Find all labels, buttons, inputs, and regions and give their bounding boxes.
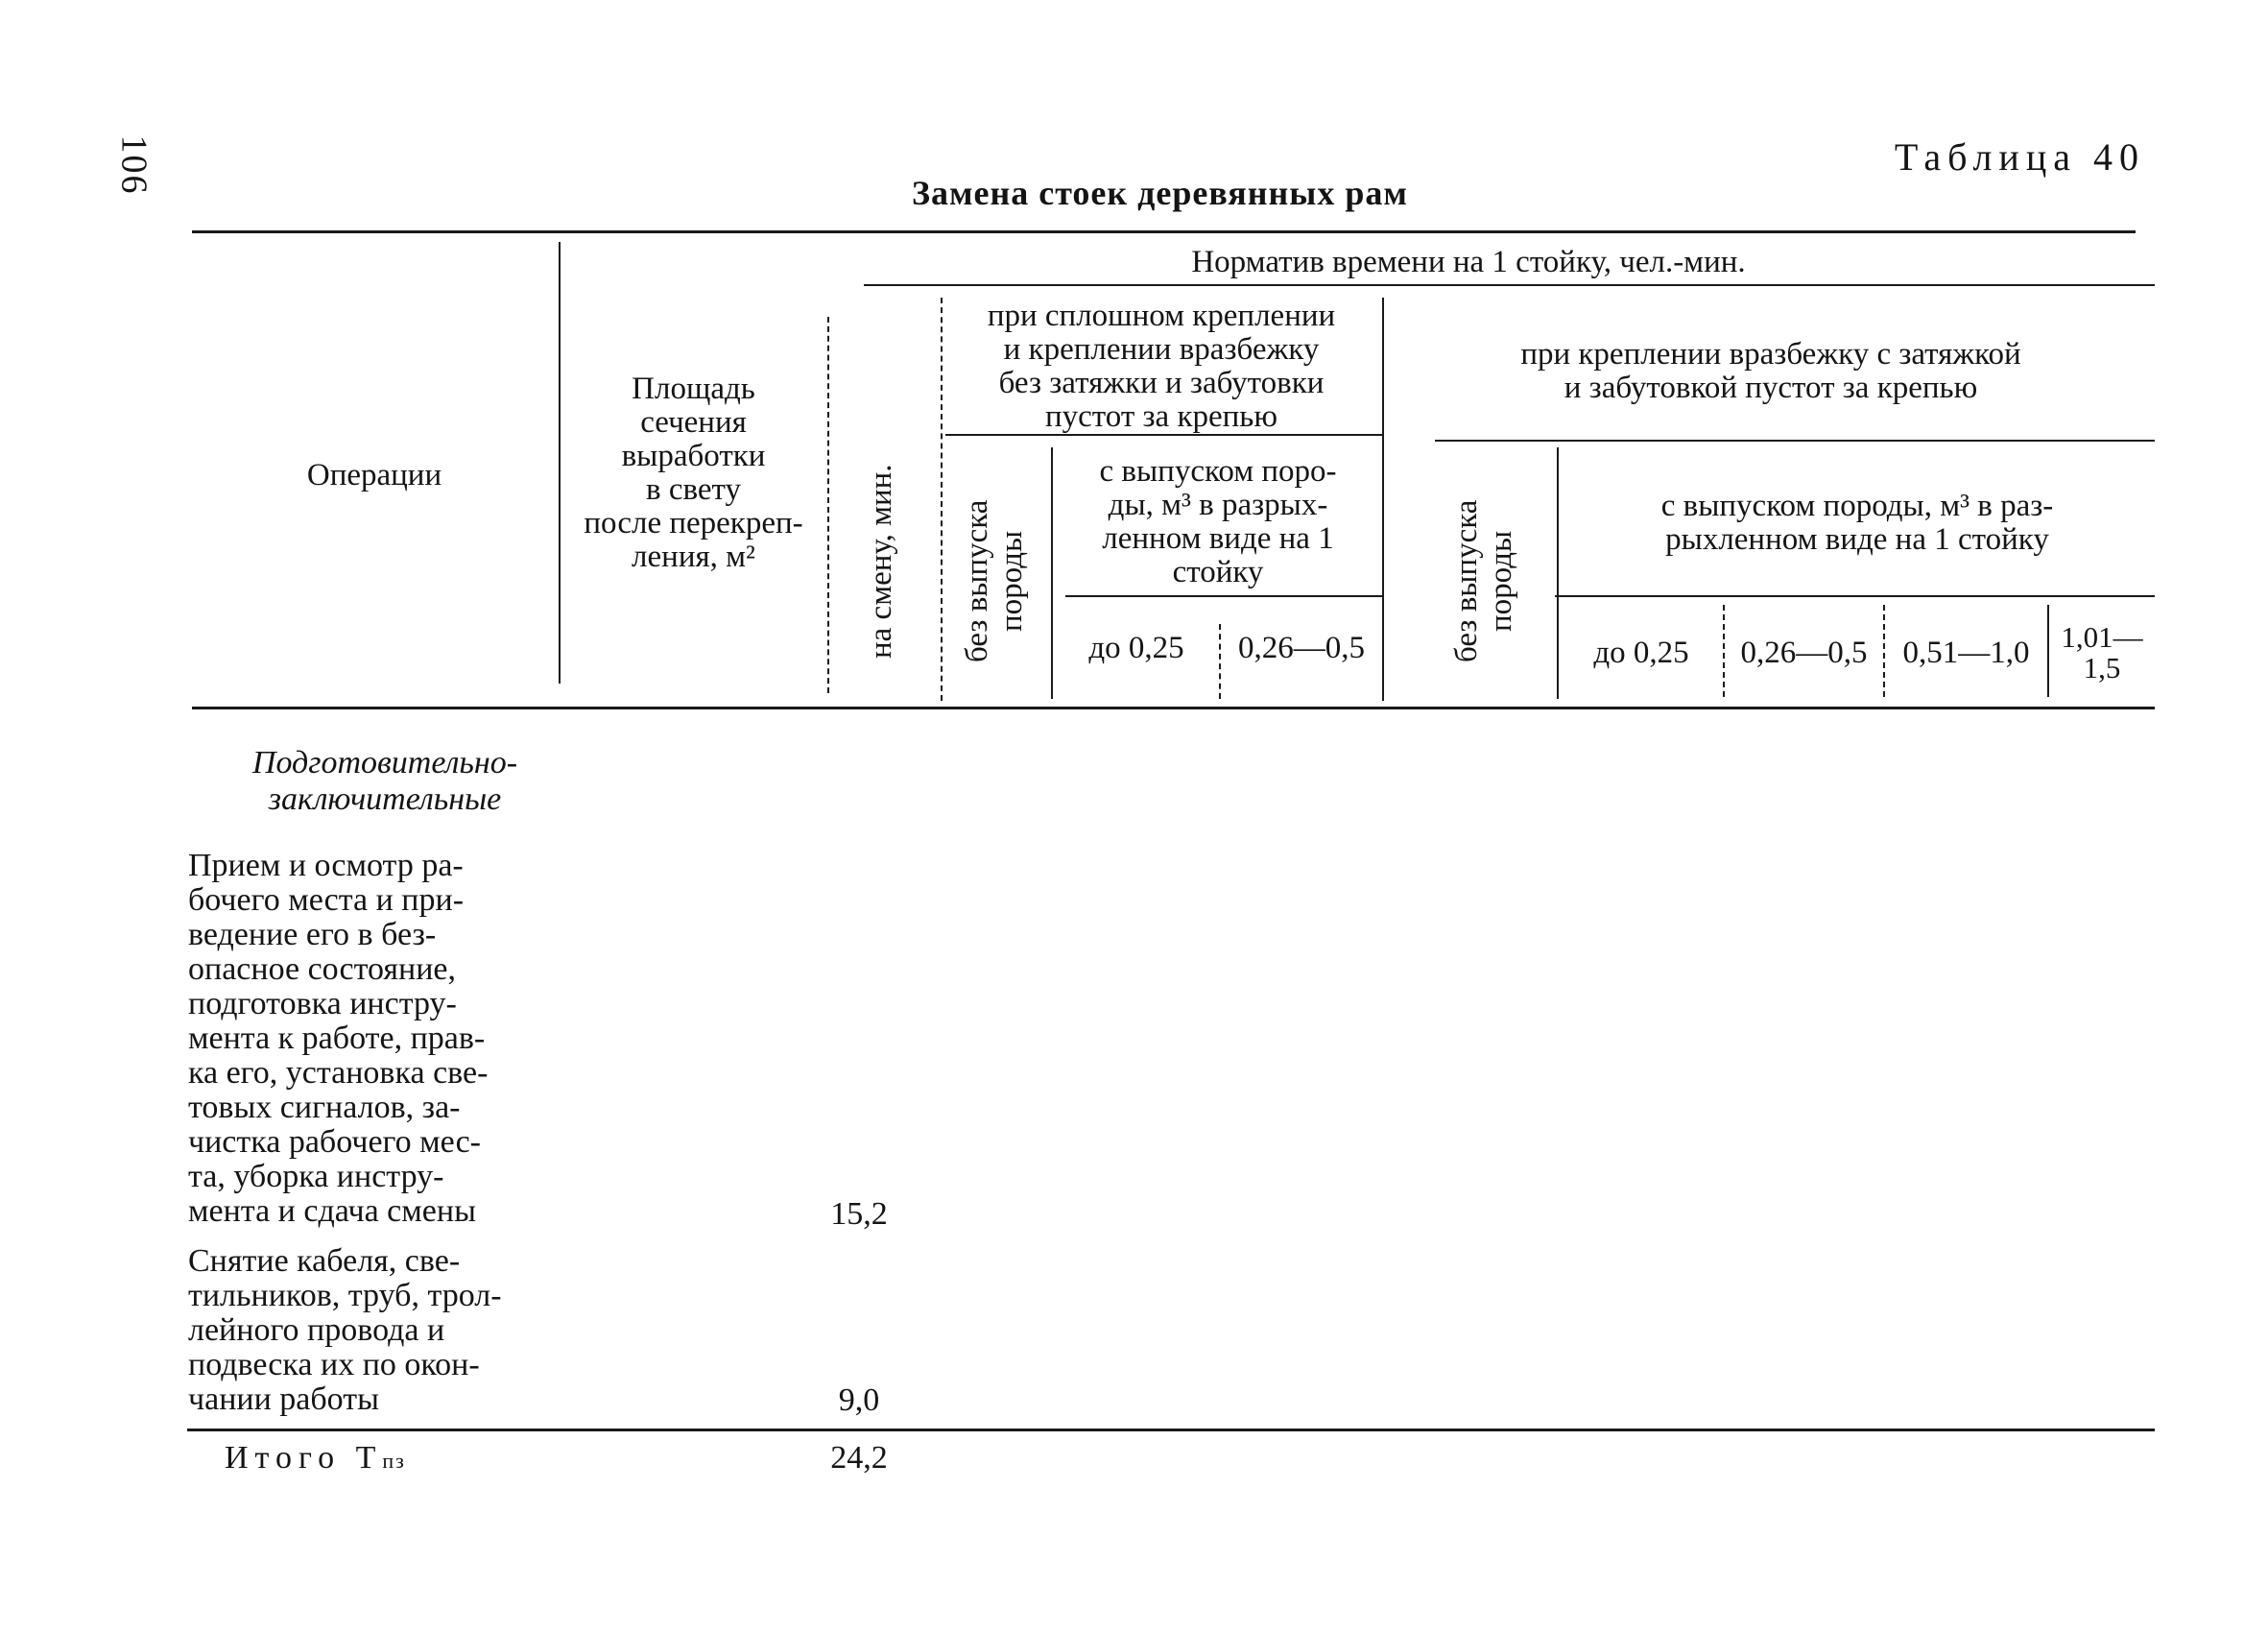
- op1-line-3: ведение его в без-: [188, 917, 437, 952]
- header-sub-a-2: 0,26—0,5: [1238, 630, 1365, 665]
- header-solid-line-4: пустот за крепью: [1044, 399, 1277, 434]
- table-label: Таблица 40: [1894, 135, 2145, 179]
- spaced-group-rule: [1435, 440, 2155, 442]
- header-sub-b-1: до 0,25: [1593, 635, 1689, 670]
- header-norm-group: Норматив времени на 1 стойку, чел.-мин.: [1191, 244, 1746, 279]
- norm-group-rule: [864, 284, 2155, 286]
- header-area-line-6: ления, м²: [632, 540, 755, 574]
- header-area-line-2: сечения: [640, 405, 747, 440]
- col-divider-area: [827, 317, 829, 693]
- header-operations: Операции: [306, 457, 442, 492]
- header-solid-line-1: при сплошном креплении: [987, 299, 1336, 333]
- header-per-shift: на смену, мин.: [864, 464, 898, 660]
- header-solid-group: [943, 300, 1380, 434]
- table-top-rule: [192, 230, 2136, 233]
- total-value: 24,2: [830, 1440, 888, 1476]
- operation-row-2: [188, 1244, 553, 1417]
- header-area-line-1: Площадь: [632, 372, 755, 406]
- sub-a-rule: [1065, 595, 1382, 597]
- sub-b-rule: [1555, 595, 2155, 597]
- op1-line-9: чистка рабочего мес-: [188, 1124, 482, 1160]
- op1-line-8: товых сигналов, за-: [188, 1090, 461, 1125]
- op1-line-10: та, уборка инстру-: [188, 1159, 444, 1194]
- total-label: [225, 1440, 406, 1477]
- total-label-text: Итого Т: [225, 1440, 383, 1476]
- header-sub-a-1: до 0,25: [1088, 630, 1184, 665]
- per-shift-value-2: 9,0: [838, 1382, 880, 1418]
- header-release-a-line-2: ды, м³ в разрых-: [1108, 488, 1328, 522]
- header-area-line-5: после перекреп-: [584, 506, 803, 540]
- header-solid-line-3: без затяжки и забутовки: [998, 366, 1325, 400]
- header-no-release-a: без выпуска породы: [960, 499, 1029, 662]
- op1-line-11: мента и сдача смены: [188, 1193, 476, 1229]
- header-release-b-line-1: с выпуском породы, м³ в раз-: [1660, 489, 2054, 523]
- op1-line-2: бочего места и при-: [188, 882, 465, 918]
- op1-line-1: Прием и осмотр ра-: [188, 848, 464, 883]
- header-sub-b-2: 0,26—0,5: [1740, 635, 1868, 670]
- total-subscript: пз: [382, 1449, 406, 1473]
- solid-group-rule: [945, 434, 1382, 436]
- op1-line-6: мента к работе, прав-: [188, 1021, 486, 1056]
- col-divider-solid-group: [1382, 298, 1384, 701]
- header-area-line-4: в свету: [646, 472, 741, 507]
- header-release-a-line-4: стойку: [1172, 555, 1264, 589]
- header-spaced-line-1: при креплении вразбежку с затяжкой: [1520, 337, 2021, 372]
- section-title-line-1: Подготовительно-: [251, 745, 518, 780]
- col-divider-no-release-b: [1557, 447, 1559, 699]
- per-shift-value-1: 15,2: [830, 1196, 888, 1232]
- header-solid-line-2: и креплении вразбежку: [1003, 332, 1320, 367]
- header-bottom-rule: [192, 707, 2155, 709]
- section-title: [227, 745, 543, 818]
- page-number: 106: [113, 134, 155, 196]
- op2-line-2: тильников, труб, трол-: [188, 1278, 502, 1313]
- col-divider-no-release: [1051, 447, 1053, 699]
- col-divider-operations: [559, 242, 561, 684]
- operation-row-1: [188, 849, 553, 1229]
- header-sub-b-4: 1,01— 1,5: [2061, 620, 2143, 684]
- header-no-release-b: без выпуска породы: [1449, 499, 1518, 662]
- op1-line-5: подготовка инстру-: [188, 986, 457, 1021]
- op1-line-7: ка его, установка све-: [188, 1055, 489, 1091]
- header-with-release-b: [1560, 485, 2155, 562]
- header-release-b-line-2: рыхленном виде на 1 стойку: [1665, 522, 2049, 557]
- header-spaced-line-2: и забутовкой пустот за крепью: [1564, 371, 1978, 405]
- header-spaced-group: [1387, 328, 2155, 415]
- op2-line-5: чании работы: [188, 1381, 379, 1417]
- header-release-a-line-3: ленном виде на 1: [1102, 521, 1334, 556]
- header-with-release-a: [1054, 451, 1382, 593]
- header-sub-b-3: 0,51—1,0: [1902, 635, 2030, 670]
- header-release-a-line-1: с выпуском поро-: [1099, 454, 1337, 489]
- op2-line-1: Снятие кабеля, све-: [188, 1243, 461, 1279]
- document-title: Замена стоек деревянных рам: [912, 174, 1408, 212]
- body-bottom-rule: [187, 1429, 2155, 1431]
- header-area: [561, 363, 825, 584]
- op1-line-4: опасное состояние,: [188, 951, 456, 987]
- section-title-line-2: заключительные: [268, 781, 502, 817]
- op2-line-4: подвеска их по окон-: [188, 1347, 480, 1382]
- header-area-line-3: выработки: [621, 439, 766, 473]
- op2-line-3: лейного провода и: [188, 1312, 445, 1348]
